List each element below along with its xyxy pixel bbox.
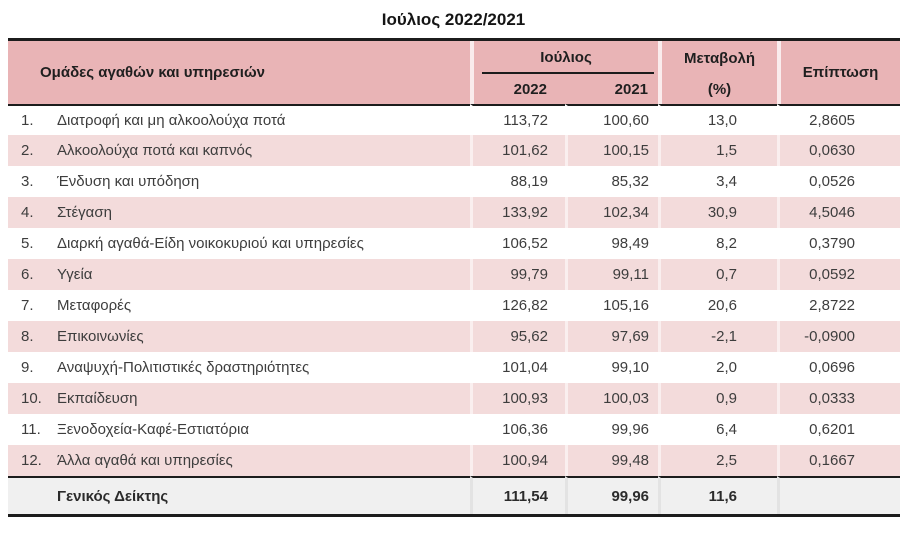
value-2022: 133,92 (470, 197, 565, 228)
row-label: Ξενοδοχεία-Καφέ-Εστιατόρια (46, 414, 470, 445)
row-label: Ένδυση και υπόδηση (46, 166, 470, 197)
table-row (8, 321, 900, 352)
row-number: 11. (8, 414, 46, 445)
total-impact (777, 476, 900, 514)
value-2022: 100,94 (470, 445, 565, 476)
table-title: Ιούλιος 2022/2021 (381, 10, 526, 29)
table-row (8, 445, 900, 476)
col-header-change-pct (658, 41, 777, 104)
value-impact: 0,0333 (777, 383, 900, 414)
value-change-pct: 13,0 (658, 104, 777, 135)
value-2021: 98,49 (565, 228, 658, 259)
row-number: 10. (8, 383, 46, 414)
table-row (8, 104, 900, 135)
value-impact: 0,1667 (777, 445, 900, 476)
table-row (8, 135, 900, 166)
table-row (8, 414, 900, 445)
row-label: Υγεία (46, 259, 470, 290)
row-number: 8. (8, 321, 46, 352)
value-2022: 126,82 (470, 290, 565, 321)
row-number: 3. (8, 166, 46, 197)
total-row-number-spacer (8, 476, 46, 514)
value-2021: 100,03 (565, 383, 658, 414)
row-label: Επικοινωνίες (46, 321, 470, 352)
value-2022: 106,52 (470, 228, 565, 259)
table-row (8, 383, 900, 414)
total-label: Γενικός Δείκτης (46, 476, 470, 514)
value-2021: 99,10 (565, 352, 658, 383)
value-2022: 100,93 (470, 383, 565, 414)
value-impact: 4,5046 (777, 197, 900, 228)
row-number: 6. (8, 259, 46, 290)
row-label: Μεταφορές (46, 290, 470, 321)
cpi-table (8, 38, 900, 517)
value-impact: 2,8605 (777, 104, 900, 135)
total-2022: 111,54 (470, 476, 565, 514)
value-change-pct: 0,7 (658, 259, 777, 290)
value-change-pct: 1,5 (658, 135, 777, 166)
value-change-pct: 8,2 (658, 228, 777, 259)
value-impact: 0,0592 (777, 259, 900, 290)
value-change-pct: 3,4 (658, 166, 777, 197)
change-header-line2: (%) (707, 81, 732, 98)
row-label: Διατροφή και μη αλκοολούχα ποτά (46, 104, 470, 135)
value-change-pct: 20,6 (658, 290, 777, 321)
value-2021: 100,60 (565, 104, 658, 135)
table-row (8, 166, 900, 197)
total-2021: 99,96 (565, 476, 658, 514)
row-number: 5. (8, 228, 46, 259)
value-2021: 100,15 (565, 135, 658, 166)
value-change-pct: 0,9 (658, 383, 777, 414)
row-label: Εκπαίδευση (46, 383, 470, 414)
row-number: 9. (8, 352, 46, 383)
table-row (8, 228, 900, 259)
value-2021: 85,32 (565, 166, 658, 197)
value-2021: 99,48 (565, 445, 658, 476)
value-2021: 105,16 (565, 290, 658, 321)
value-2022: 95,62 (470, 321, 565, 352)
total-row (8, 476, 900, 514)
value-change-pct: 6,4 (658, 414, 777, 445)
row-label: Στέγαση (46, 197, 470, 228)
col-header-2022: 2022 (470, 75, 565, 104)
value-impact: 0,0526 (777, 166, 900, 197)
row-number: 12. (8, 445, 46, 476)
value-2022: 101,62 (470, 135, 565, 166)
value-change-pct: -2,1 (658, 321, 777, 352)
value-2022: 99,79 (470, 259, 565, 290)
col-header-2021: 2021 (565, 75, 658, 104)
row-number: 1. (8, 104, 46, 135)
value-2021: 99,96 (565, 414, 658, 445)
value-impact: 2,8722 (777, 290, 900, 321)
total-change-pct: 11,6 (658, 476, 777, 514)
row-label: Αναψυχή-Πολιτιστικές δραστηριότητες (46, 352, 470, 383)
row-label: Αλκοολούχα ποτά και καπνός (46, 135, 470, 166)
col-header-impact: Επίπτωση (777, 41, 900, 104)
row-number: 4. (8, 197, 46, 228)
month-underline (482, 72, 654, 74)
table-row (8, 290, 900, 321)
row-number: 7. (8, 290, 46, 321)
change-header-line1: Μεταβολή (684, 50, 755, 67)
row-label: Διαρκή αγαθά-Είδη νοικοκυριού και υπηρεσίες (46, 228, 470, 259)
value-2021: 97,69 (565, 321, 658, 352)
col-header-month (470, 41, 658, 75)
value-2022: 113,72 (470, 104, 565, 135)
row-label: Άλλα αγαθά και υπηρεσίες (46, 445, 470, 476)
value-2021: 102,34 (565, 197, 658, 228)
value-impact: 0,3790 (777, 228, 900, 259)
table-row (8, 259, 900, 290)
value-impact: 0,0696 (777, 352, 900, 383)
value-2022: 106,36 (470, 414, 565, 445)
row-number: 2. (8, 135, 46, 166)
value-2022: 101,04 (470, 352, 565, 383)
table-row (8, 352, 900, 383)
value-change-pct: 2,0 (658, 352, 777, 383)
value-change-pct: 30,9 (658, 197, 777, 228)
value-impact: 0,0630 (777, 135, 900, 166)
value-2022: 88,19 (470, 166, 565, 197)
value-impact: 0,6201 (777, 414, 900, 445)
col-header-groups: Ομάδες αγαθών και υπηρεσιών (8, 41, 470, 104)
month-label: Ιούλιος (540, 49, 592, 66)
value-change-pct: 2,5 (658, 445, 777, 476)
value-2021: 99,11 (565, 259, 658, 290)
value-impact: -0,0900 (777, 321, 900, 352)
table-row (8, 197, 900, 228)
